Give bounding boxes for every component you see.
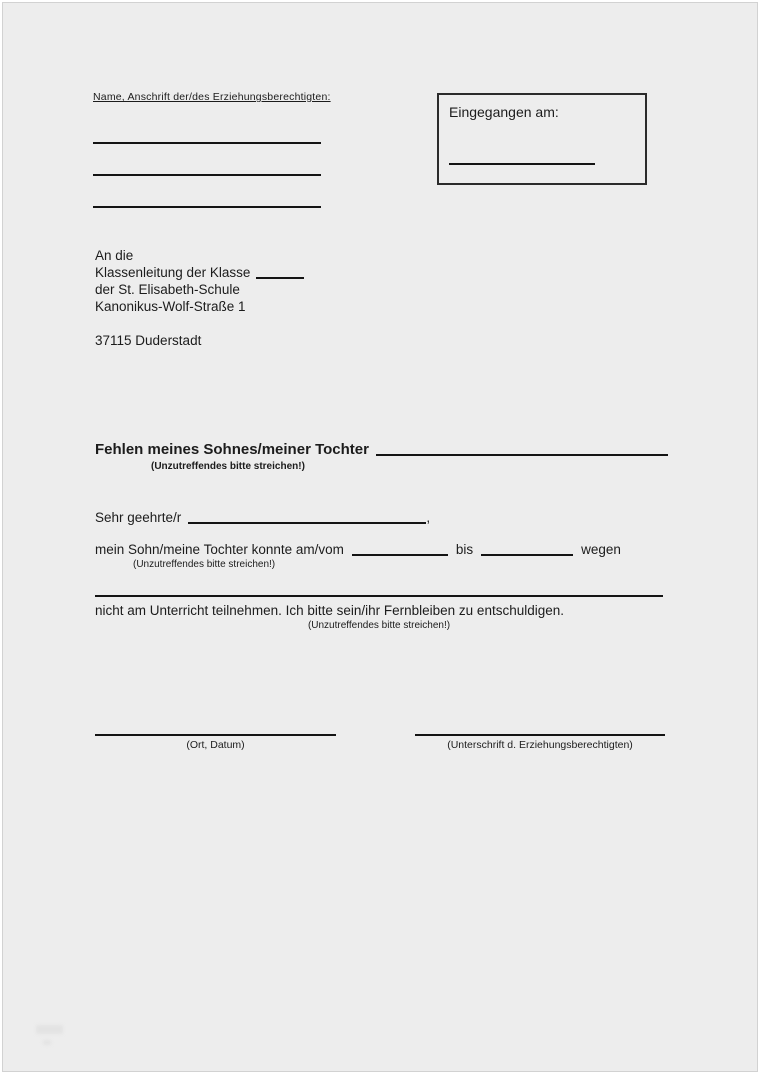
place-date-line <box>95 734 336 736</box>
received-on-box <box>437 93 647 185</box>
body-part1-text: mein Sohn/meine Tochter konnte am/vom <box>95 542 344 557</box>
salutation-text: Sehr geehrte/r <box>95 510 182 525</box>
recipient-address <box>95 247 304 349</box>
body-wegen-text: wegen <box>581 542 621 557</box>
faint-watermark-dot <box>43 1040 51 1045</box>
received-on-fill-line <box>449 163 595 165</box>
class-fill-line <box>256 266 304 279</box>
date-to-fill-line <box>481 543 573 556</box>
recipient-line-4: Kanonikus-Wolf-Straße 1 <box>95 299 246 314</box>
place-date-label: (Ort, Datum) <box>186 739 245 751</box>
strike-note-closing: (Unzutreffendes bitte streichen!) <box>307 620 451 631</box>
body-dates-row <box>95 541 621 558</box>
signature-line <box>415 734 665 736</box>
owner-fill-line-2 <box>93 174 321 176</box>
owner-fill-line-1 <box>93 142 321 144</box>
faint-watermark <box>36 1025 63 1034</box>
owner-fill-line-3 <box>93 206 321 208</box>
recipient-city: 37115 Duderstadt <box>95 333 202 348</box>
body-bis-text: bis <box>455 542 474 557</box>
salutation-fill-line <box>188 511 426 524</box>
recipient-line-3: der St. Elisabeth-Schule <box>95 282 240 297</box>
salutation-comma: , <box>426 510 431 525</box>
signature-label: (Unterschrift d. Erziehungsberechtigten) <box>447 739 633 751</box>
body-closing-text: nicht am Unterricht teilnehmen. Ich bitte sein/ihr Fernbleiben zu entschuldigen. <box>95 603 564 618</box>
subject-row <box>95 441 668 458</box>
strike-note-dates: (Unzutreffendes bitte streichen!) <box>133 559 276 570</box>
student-name-fill-line <box>376 443 668 456</box>
recipient-line-1: An die <box>95 248 134 263</box>
recipient-line-2 <box>95 264 304 281</box>
recipient-line-2-text: Klassenleitung der Klasse <box>95 265 251 280</box>
absence-excuse-form-page <box>2 2 758 1072</box>
received-on-label: Eingegangen am: <box>449 104 559 120</box>
subject-title: Fehlen meines Sohnes/meiner Tochter <box>95 441 369 458</box>
reason-fill-line <box>95 595 663 597</box>
owner-address-label: Name, Anschrift der/des Erziehungsberechtigten: <box>93 91 331 103</box>
date-from-fill-line <box>352 543 448 556</box>
salutation-row <box>95 509 430 526</box>
strike-note-subject: (Unzutreffendes bitte streichen!) <box>151 461 305 472</box>
